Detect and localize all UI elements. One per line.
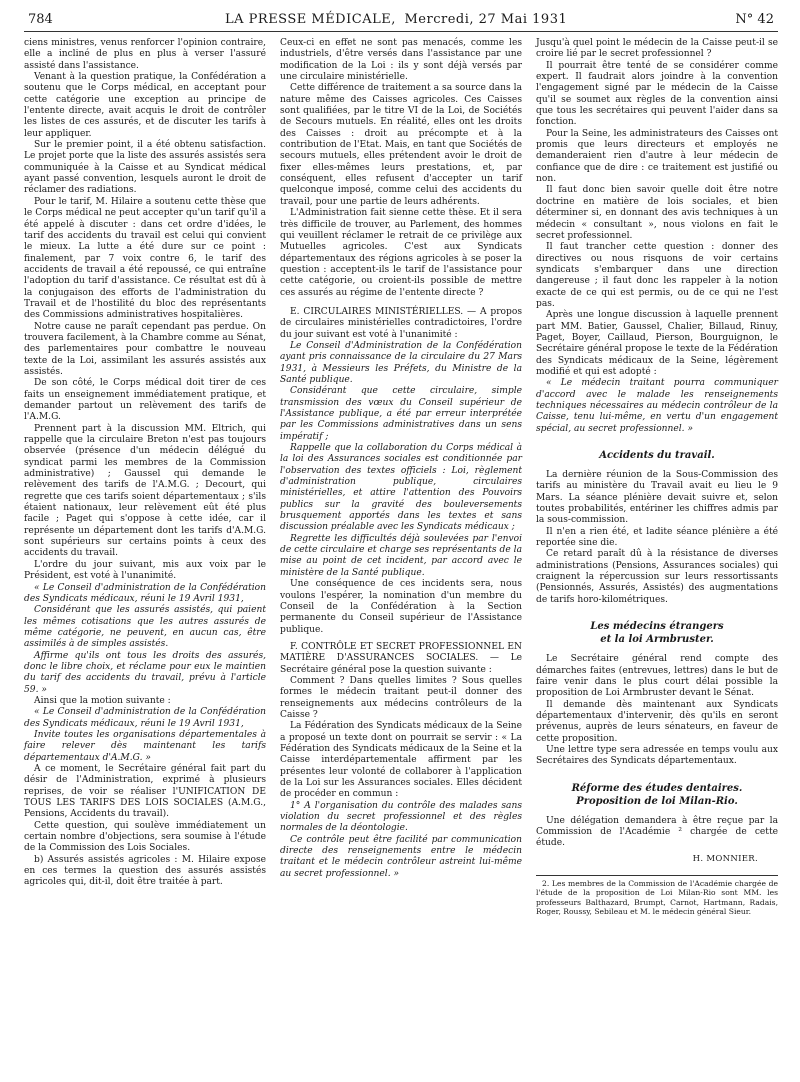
- paragraph: La dernière réunion de la Sous-Commission des tarifs au ministère du Travail avait eu lieu le 9 Mars. La séance plénière devait suivre et, selon toutes probabilités, entériner les chiffres admis par la sous-commission.: [536, 470, 778, 526]
- paragraph: Une lettre type sera adressée en temps voulu aux Secrétaires des Syndicats départementaux.: [536, 744, 778, 767]
- issue-number: N° 42: [735, 12, 774, 27]
- paragraph: Il demande dès maintenant aux Syndicats départementaux d'intervenir, dès qu'ils en seront prévenus, auprès de leurs sénateurs, en faveur de cette proposition.: [536, 699, 778, 744]
- heading-accidents-du-travail: Accidents du travail.: [599, 450, 715, 462]
- page: [24, 10, 778, 1076]
- paragraph: Il faut donc bien savoir quelle doit être notre doctrine en matière de lois sociales, et bien déterminer si, en donnant des avis techniques à un médecin « consultant », nous violons en fait le secret professionnel.: [536, 185, 778, 241]
- page-header: [24, 10, 778, 32]
- page-number: 784: [28, 12, 53, 27]
- convention-quote: 1° A l'organisation du contrôle des malades sans violation du secret professionnel et des règles normales de la déontologie.: [280, 800, 522, 834]
- paragraph: Il pourrait être tenté de se considérer comme expert. Il faudrait alors joindre à la convention l'engagement signé par le médecin de la Caisse qu'il se soumet aux règles de la convention ainsi que tous les secrétaires qui peuvent l'aider dans sa fonction.: [536, 60, 778, 128]
- paragraph: Ceux-ci en effet ne sont pas menacés, comme les industriels, d'être versés dans l'assistance par une modification de la Loi : ils y sont déjà versés par une circulaire ministérielle.: [280, 38, 522, 83]
- journal-title: [221, 12, 567, 27]
- signature: H. MONNIER.: [692, 853, 758, 864]
- resolution-quote: Le Conseil d'Administration de la Confédération ayant pris connaissance de la circulaire du 27 Mars 1931, à Messieurs les Préfets, du Ministre de la Santé publique.: [280, 340, 522, 385]
- journal-name: LA PRESSE MÉDICALE,: [225, 12, 396, 27]
- footnote: [536, 875, 778, 917]
- paragraph: A ce moment, le Secrétaire général fait part du désir de l'Administration, exprimé à plusieurs reprises, de voir se réaliser l'UNIFICATION DE TOUS LES TARIFS DES LOIS SOCIALES (A.M.G., Pensions, Accidents du travail).: [24, 764, 266, 820]
- motion-quote: Invite toutes les organisations départementales à faire relever dès maintenant les tarifs départementaux d'A.M.G. »: [24, 729, 266, 763]
- paragraph: De son côté, le Corps médical doit tirer de ces faits un enseignement immédiatement pratique, et demander partout un relèvement des tarifs de l'A.M.G.: [24, 378, 266, 423]
- convention-quote: Ce contrôle peut être facilité par communication directe des renseignements entre le médecin traitant et le médecin contrôleur astreint lui-même au secret professionnel. »: [280, 834, 522, 879]
- paragraph: L'Administration fait sienne cette thèse. Et il sera très difficile de trouver, au Parlement, des hommes qui veuillent réclamer le retrait de ce privilège aux Mutuelles agricoles. C'est aux Syndicats départementaux des régions agricoles à se poser la question : acceptent-ils le tarif de l'assistance pour cette catégorie, ou croient-ils possible de mettre ces assurés au régime de l'entente directe ?: [280, 208, 522, 298]
- paragraph: Jusqu'à quel point le médecin de la Caisse peut-il se croire lié par le secret professionnel ?: [536, 38, 778, 60]
- heading-line: Réforme des études dentaires.: [571, 782, 743, 794]
- paragraph: L'ordre du jour suivant, mis aux voix par le Président, est voté à l'unanimité.: [24, 559, 266, 582]
- adopted-text-quote: « Le médecin traitant pourra communiquer d'accord avec le malade les renseignements techniques nécessaires au médecin contrôleur de la Caisse, tenu lui-même, en vertu d'un engagement spécial, au secret professionnel. »: [536, 378, 778, 434]
- paragraph: Il n'en a rien été, et ladite séance plénière a été reportée sine die.: [536, 526, 778, 549]
- heading-line: Les médecins étrangers: [590, 621, 724, 633]
- paragraph: Ce retard paraît dû à la résistance de diverses administrations (Pensions, Assurances sociales) qui craignent la répercussion sur leurs ressortissants (Pensionnés, Assurés, Assistés) des augmentations de tarifs horo-kilométriques.: [536, 549, 778, 605]
- paragraph: Le Secrétaire général rend compte des démarches faites (entrevues, lettres) dans le but de faire venir dans le plus court délai possible la proposition de Loi Armbruster devant le Sénat.: [536, 654, 778, 699]
- footnote-text: 2. Les membres de la Commission de l'Académie chargée de l'étude de la proposition de Loi Milan-Rio sont MM. les professeurs Balthazard, Brumpt, Carnot, Hartmann, Radais, Roger, Roussy, Sebileau et M. le médecin général Sieur.: [536, 878, 778, 917]
- paragraph: Venant à la question pratique, la Confédération a soutenu que le Corps médical, en acceptant pour cette catégorie une exception au principe de l'entente directe, avait acquis le droit de contrôler les listes de ces assurés, et de discuter les tarifs à leur appliquer.: [24, 72, 266, 139]
- section-controle: F. CONTRÔLE ET SECRET PROFESSIONNEL EN MATIÈRE D'ASSURANCES SOCIALES. — Le Secrétaire général pose la question suivante :: [280, 641, 522, 675]
- heading-line: Proposition de loi Milan-Rio.: [576, 795, 738, 807]
- paragraph: Sur le premier point, il a été obtenu satisfaction. Le projet porte que la liste des assurés assistés sera communiquée à la Caisse et au Syndicat médical ayant passé convention, lesquels auront le droit de réclamer des radiations.: [24, 140, 266, 196]
- paragraph: Pour le tarif, M. Hilaire a soutenu cette thèse que le Corps médical ne peut accepter qu'un tarif qu'il a été appelé à discuter : dans cet ordre d'idées, le tarif des accidents du travail est celui qui convient le mieux. La lutte a été dure sur ce point : finalement, par 7 voix contre 6, le tarif des accidents de travail a été repoussé, ce qui entraîne l'adoption du tarif d'assistance. Ce résultat est dû à la conjugaison des efforts de l'administration du Travail et de l'hostilité du bloc des représentants des Commissions administratives hospitalières.: [24, 196, 266, 321]
- paragraph: Une conséquence de ces incidents sera, nous voulons l'espérer, la nomination d'un membre du Conseil de la Confédération à la Section permanente du Conseil supérieur de l'Assistance publique.: [280, 579, 522, 635]
- column-3: [536, 38, 778, 917]
- column-2: [280, 38, 522, 917]
- paragraph: Pour la Seine, les administrateurs des Caisses ont promis que leurs directeurs et employés ne demanderaient rien d'autre à leur médecin de confiance que de dire : ce traitement est justifié ou non.: [536, 128, 778, 185]
- column-1: [24, 38, 266, 917]
- motion-quote: Considérant que les assurés assistés, qui paient les mêmes cotisations que les autres assurés de même catégorie, ne peuvent, en aucun cas, être assimilés à de simples assistés.: [24, 605, 266, 650]
- paragraph: Après une longue discussion à laquelle prennent part MM. Batier, Gaussel, Chalier, Billaud, Rinuy, Paget, Boyer, Caillaud, Pierson, Bourguignon, le Secrétaire général propose le texte de la Fédération des Syndicats médicaux de la Seine, légèrement modifié et qui est adopté :: [536, 310, 778, 377]
- heading-line: et la loi Armbruster.: [600, 634, 714, 646]
- paragraph: Une délégation demandera à être reçue par la Commission de l'Académie ² chargée de cette étude.: [536, 815, 778, 849]
- paragraph: Prennent part à la discussion MM. Eltrich, qui rappelle que la circulaire Breton n'est pas toujours observée (présence d'un médecin délégué du syndicat parmi les membres de la Commission administrative) ; Gaussel qui demande le relèvement des tarifs de l'A.M.G. ; Decourt, qui regrette que ces tarifs soient départementaux ; s'ils étaient nationaux, leur relèvement eût été plus facile ; Paget qui s'oppose à cette idée, car il représente un département dont les tarifs d'A.M.G. sont supérieurs sur certains points à ceux des accidents du travail.: [24, 423, 266, 559]
- issue-date: Mercredi, 27 Mai 1931: [404, 12, 568, 27]
- motion-quote: « Le Conseil d'administration de la Confédération des Syndicats médicaux, réuni le 19 Avril 1931,: [24, 582, 266, 604]
- paragraph: ciens ministres, venus renforcer l'opinion contraire, elle a incliné de plus en plus à verser l'assuré assisté dans l'assistance.: [24, 38, 266, 71]
- heading-reforme-etudes-dentaires: [536, 782, 778, 808]
- paragraph: Cette question, qui soulève immédiatement un certain nombre d'objections, sera soumise à l'étude de la Commission des Lois Sociales.: [24, 820, 266, 854]
- motion-quote: Affirme qu'ils ont tous les droits des assurés, donc le libre choix, et réclame pour eux le maintien du tarif des accidents du travail, prévu à l'article 59. »: [24, 650, 266, 695]
- section-circulaires: E. CIRCULAIRES MINISTÉRIELLES. — A propos de circulaires ministérielles contradictoires, l'ordre du jour suivant est voté à l'unanimité :: [280, 306, 522, 340]
- paragraph: Il faut trancher cette question : donner des directives ou nous risquons de voir certains syndicats s'embarquer dans une direction dangereuse ; il faut donc les rappeler à la notion exacte de ce qui est permis, ou de ce qui ne l'est pas.: [536, 242, 778, 309]
- heading-medecins-etrangers: [536, 620, 778, 646]
- resolution-quote: Rappelle que la collaboration du Corps médical à la loi des Assurances sociales est conditionnée par l'observation des textes officiels : Loi, règlement d'administration publique, circulaires ministérielles, et attire l'attention des Pouvoirs publics sur la gravité des bouleversements brusquement apportés dans les textes et sans discussion préalable avec les Syndicats médicaux ;: [280, 443, 522, 533]
- paragraph: La Fédération des Syndicats médicaux de la Seine a proposé un texte dont on pourrait se servir : « La Fédération des Syndicats médicaux de la Seine et la Caisse interdépartementale affirment par les présentes leur volonté de collaborer à l'application de la Loi sur les Assurances sociales. Elles décident de procéder en commun :: [280, 721, 522, 800]
- paragraph: Ainsi que la motion suivante :: [34, 695, 171, 706]
- paragraph: Comment ? Dans quelles limites ? Sous quelles formes le médecin traitant peut-il donner des renseignements aux médecins contrôleurs de la Caisse ?: [280, 675, 522, 720]
- paragraph: b) Assurés assistés agricoles : M. Hilaire expose en ces termes la question des assurés assistés agricoles qui, dit-il, doit être traitée à part.: [24, 854, 266, 888]
- motion-quote: « Le Conseil d'administration de la Confédération des Syndicats médicaux, réuni le 19 Avril 1931,: [24, 707, 266, 729]
- resolution-quote: Considérant que cette circulaire, simple transmission des vœux du Conseil supérieur de l'Assistance publique, a été par erreur interprétée par les Commissions administratives dans un sens impératif ;: [280, 386, 522, 442]
- resolution-quote: Regrette les difficultés déjà soulevées par l'envoi de cette circulaire et charge ses représentants de la mise au point de cet incident, par accord avec le ministère de la Santé publique.: [280, 533, 522, 578]
- paragraph: Notre cause ne paraît cependant pas perdue. On trouvera facilement, à la Chambre comme au Sénat, des parlementaires pour combattre le nouveau texte de la Loi, assimilant les assurés assistés aux assistés.: [24, 321, 266, 377]
- paragraph: Cette différence de traitement a sa source dans la nature même des Caisses agricoles. Ces Caisses sont qualifiées, par le titre VI de la Loi, de Sociétés de Secours mutuels. En réalité, elles ont les droits des Caisses : droit au précompte et à la contribution de l'Etat. Mais, en tant que Sociétés de secours mutuels, elles prétendent avoir le droit de fixer elles-mêmes leurs prestations, et, par conséquent, elles refusent d'accepter un tarif quelconque imposé, comme celui des accidents du travail, pour une partie de leurs adhérents.: [280, 83, 522, 207]
